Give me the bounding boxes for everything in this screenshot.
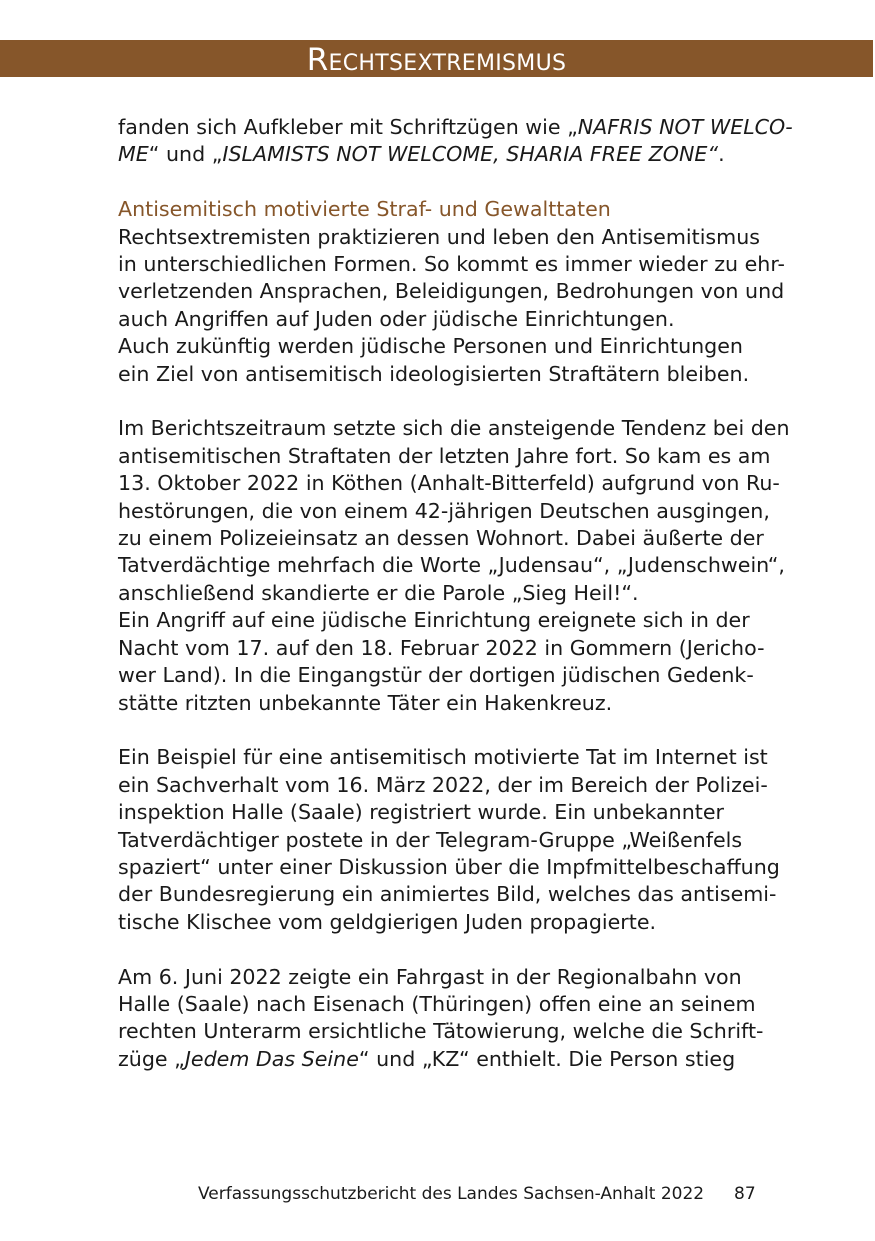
text-line: Im Berichtszeitraum setzte sich die ansteigende Tendenz bei den (118, 416, 790, 441)
text-line: rechten Unterarm ersichtliche Tätowierung, welche die Schrift- (118, 1019, 764, 1044)
text-line: anschließend skandierte er die Parole „Sieg Heil!“. (118, 580, 639, 605)
text-line: Am 6. Juni 2022 zeigte ein Fahrgast in der Regionalbahn von (118, 964, 742, 989)
text-line: Tatverdächtige mehrfach die Worte „Judensau“, „Judenschwein“, (118, 553, 785, 578)
section-subheading: Antisemitisch motivierte Straf- und Gewalttaten (118, 197, 611, 222)
text-line: Rechtsextremisten praktizieren und leben den Antisemitismus (118, 224, 760, 249)
text-line: Auch zukünftig werden jüdische Personen und Einrichtungen (118, 334, 743, 359)
italic-quote: ME (118, 142, 149, 167)
paragraph-gap (118, 169, 758, 196)
text-line: spaziert“ unter einer Diskussion über die Impfmittelbeschaffung (118, 854, 780, 879)
text-line (118, 114, 793, 141)
text-line: antisemitischen Straftaten der letzten Jahre fort. So kam es am (118, 443, 771, 468)
text-line: der Bundesregierung ein animiertes Bild, welches das antisemi- (118, 882, 777, 907)
text-line: Halle (Saale) nach Eisenach (Thüringen) offen eine an seinem (118, 991, 756, 1016)
text-span: fanden sich Aufkleber mit Schriftzügen wie „ (118, 115, 578, 139)
text-line: stätte ritzten unbekannte Täter ein Hakenkreuz. (118, 690, 613, 715)
paragraph-gap (118, 936, 758, 963)
italic-quote: ISLAMISTS NOT WELCOME, SHARIA FREE ZONE“ (222, 142, 719, 167)
text-span: züge „ (118, 1046, 185, 1071)
text-line: ein Ziel von antisemitisch ideologisierten Straftätern bleiben. (118, 361, 750, 386)
text-line: auch Angriffen auf Juden oder jüdische Einrichtungen. (118, 306, 675, 331)
text-line: 13. Oktober 2022 in Köthen (Anhalt-Bitterfeld) aufgrund von Ru- (118, 471, 780, 496)
text-line: in unterschiedlichen Formen. So kommt es immer wieder zu ehr- (118, 252, 785, 277)
page-footer (0, 1180, 875, 1208)
text-line: inspektion Halle (Saale) registriert wurde. Ein unbekannter (118, 800, 724, 825)
body-text (118, 114, 793, 1073)
text-span: “ und „KZ“ enthielt. Die Person stieg (358, 1046, 736, 1071)
text-line: Nacht vom 17. auf den 18. Februar 2022 in Gommern (Jericho- (118, 635, 765, 660)
text-line: Ein Beispiel für eine antisemitisch motivierte Tat im Internet ist (118, 745, 768, 770)
page-section-title: Rechtsextremismus (306, 42, 567, 78)
paragraph-gap (118, 388, 758, 415)
text-line: wer Land). In die Eingangstür der dortigen jüdischen Gedenk- (118, 663, 754, 688)
text-span: . (718, 142, 725, 167)
text-line: hestörungen, die von einem 42-jährigen Deutschen ausgingen, (118, 498, 770, 523)
text-line: verletzenden Ansprachen, Beleidigungen, Bedrohungen von und (118, 279, 785, 304)
text-line: Tatverdächtiger postete in der Telegram-Gruppe „Weißenfels (118, 827, 743, 852)
italic-quote: NAFRIS NOT WELCO- (577, 115, 793, 139)
text-line (118, 141, 758, 168)
footer-publication-title: Verfassungsschutzbericht des Landes Sachsen-Anhalt 2022 (198, 1184, 705, 1204)
text-line: zu einem Polizeieinsatz an dessen Wohnort. Dabei äußerte der (118, 526, 764, 551)
text-line (118, 1046, 758, 1073)
text-line: Ein Angriff auf eine jüdische Einrichtung ereignete sich in der (118, 608, 750, 633)
italic-quote: Jedem Das Seine (184, 1046, 359, 1071)
paragraph-gap (118, 717, 758, 744)
text-line: ein Sachverhalt vom 16. März 2022, der im Bereich der Polizei- (118, 772, 768, 797)
text-span: “ und „ (148, 142, 223, 167)
text-line: tische Klischee vom geldgierigen Juden propagierte. (118, 909, 657, 934)
page-number: 87 (734, 1184, 756, 1204)
